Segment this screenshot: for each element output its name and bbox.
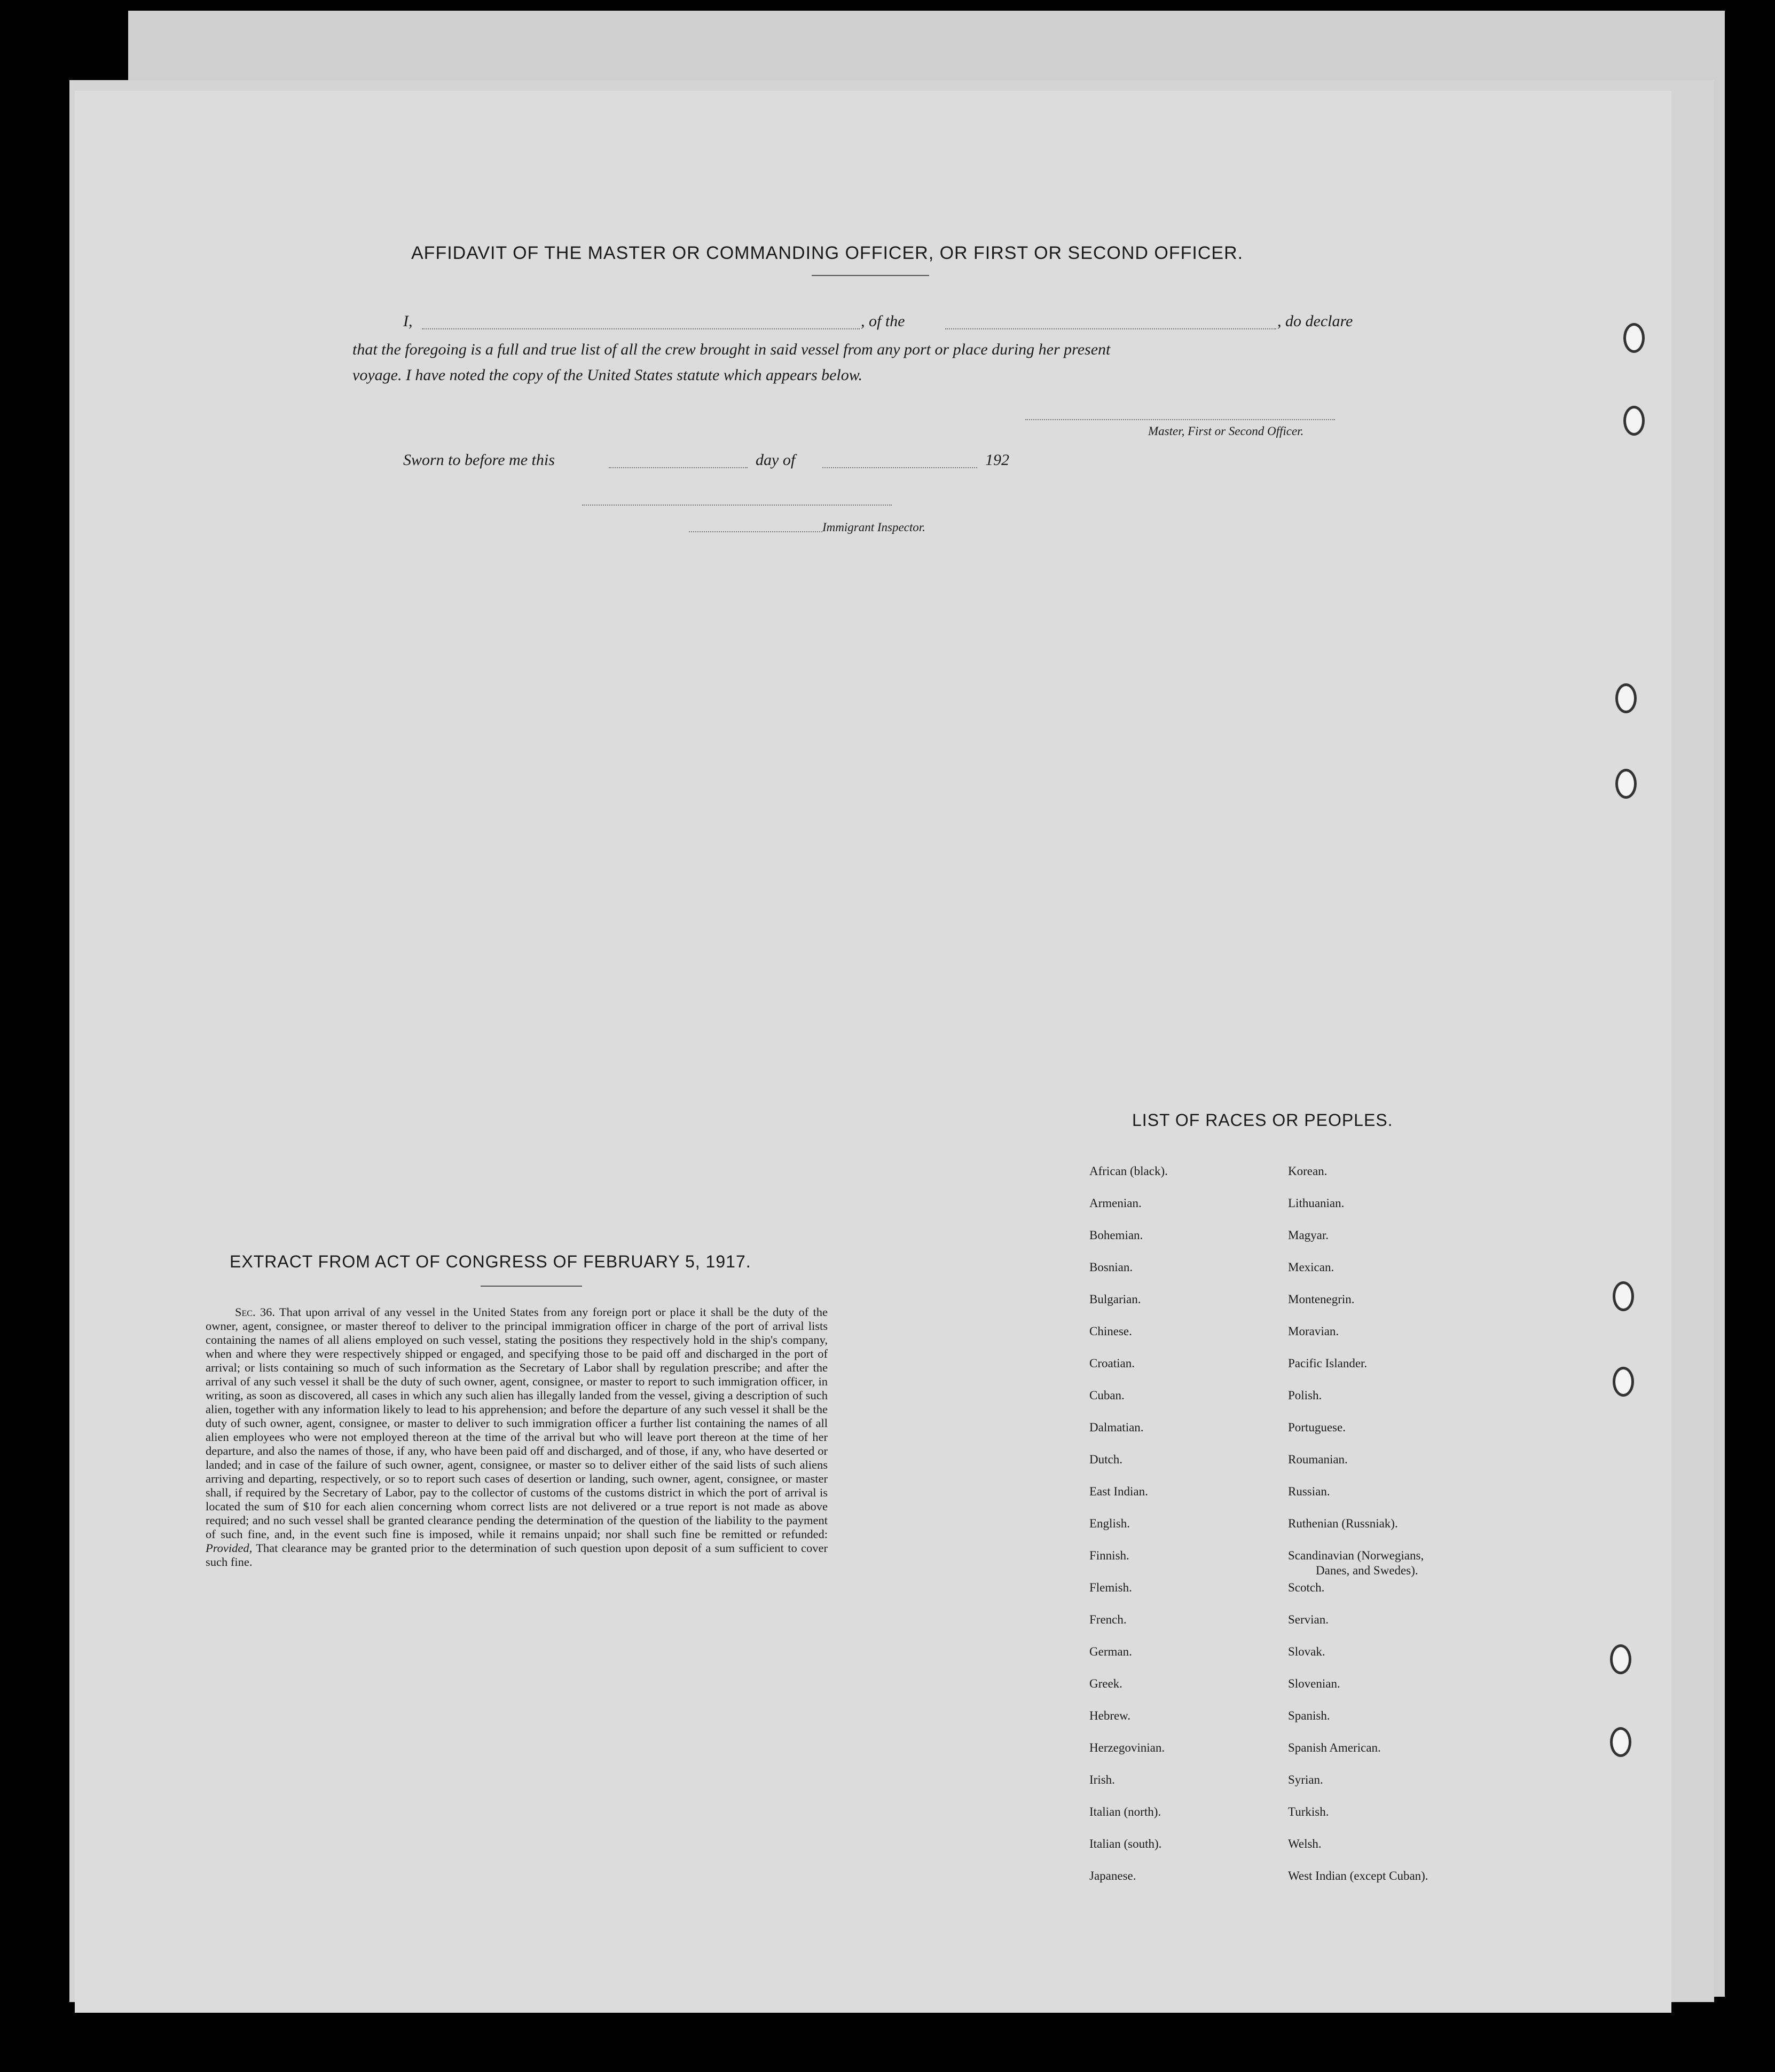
affidavit-line1-suffix: , do declare bbox=[1277, 312, 1353, 330]
race-item: Russian. bbox=[1288, 1485, 1330, 1498]
race-item-continuation: Danes, and Swedes). bbox=[1316, 1564, 1418, 1577]
race-item: Spanish American. bbox=[1288, 1741, 1381, 1754]
signature-label: Master, First or Second Officer. bbox=[1148, 424, 1304, 438]
signature-blank bbox=[1025, 419, 1335, 420]
punch-hole bbox=[1610, 1727, 1631, 1757]
race-item: Scotch. bbox=[1288, 1581, 1325, 1594]
race-item: East Indian. bbox=[1089, 1485, 1148, 1498]
extract-title-underline bbox=[481, 1286, 582, 1287]
race-item: Portuguese. bbox=[1288, 1421, 1346, 1434]
race-item: Herzegovinian. bbox=[1089, 1741, 1165, 1754]
race-item: Moravian. bbox=[1288, 1325, 1339, 1338]
inspector-signature-blank bbox=[582, 505, 892, 506]
race-item: Polish. bbox=[1288, 1389, 1322, 1402]
race-item: Korean. bbox=[1288, 1164, 1328, 1178]
race-item: Finnish. bbox=[1089, 1549, 1129, 1562]
race-item: Turkish. bbox=[1288, 1805, 1329, 1818]
race-item bbox=[1288, 1548, 1428, 1580]
race-item: Armenian. bbox=[1089, 1196, 1142, 1210]
inspector-blank bbox=[689, 531, 822, 532]
race-item: Slovak. bbox=[1288, 1645, 1325, 1658]
affidavit-line1-prefix: I, bbox=[403, 312, 413, 330]
month-blank bbox=[822, 467, 977, 468]
race-item: Irish. bbox=[1089, 1773, 1115, 1786]
races-right-column bbox=[1288, 1164, 1428, 1901]
race-item: Dalmatian. bbox=[1089, 1421, 1144, 1434]
punch-hole bbox=[1615, 683, 1637, 713]
race-item: English. bbox=[1089, 1517, 1130, 1530]
race-item: Bosnian. bbox=[1089, 1260, 1133, 1274]
punch-hole bbox=[1610, 1644, 1631, 1674]
race-item: Magyar. bbox=[1288, 1228, 1329, 1242]
race-item: Italian (south). bbox=[1089, 1837, 1162, 1850]
race-item: West Indian (except Cuban). bbox=[1288, 1869, 1428, 1882]
affidavit-title: AFFIDAVIT OF THE MASTER OR COMMANDING OFFICER, OR FIRST OR SECOND OFFICER. bbox=[411, 243, 1244, 263]
race-item: French. bbox=[1089, 1613, 1127, 1626]
day-blank bbox=[609, 467, 748, 468]
race-item: German. bbox=[1089, 1645, 1132, 1658]
race-item: Hebrew. bbox=[1089, 1709, 1131, 1722]
punch-hole bbox=[1615, 769, 1637, 799]
race-item-line: Scandinavian (Norwegians, bbox=[1288, 1549, 1424, 1562]
race-item: Cuban. bbox=[1089, 1389, 1125, 1402]
race-item: Roumanian. bbox=[1288, 1453, 1348, 1466]
sworn-year: 192 bbox=[985, 451, 1009, 469]
vessel-blank bbox=[945, 328, 1276, 329]
race-item: Japanese. bbox=[1089, 1869, 1136, 1882]
affidavit-line1-mid: , of the bbox=[861, 312, 905, 330]
race-item: Croatian. bbox=[1089, 1357, 1135, 1370]
sworn-mid: day of bbox=[756, 451, 796, 469]
extract-body bbox=[206, 1305, 828, 1569]
race-item: Bohemian. bbox=[1089, 1228, 1143, 1242]
race-item: Montenegrin. bbox=[1288, 1293, 1355, 1306]
race-item: Bulgarian. bbox=[1089, 1293, 1141, 1306]
race-item: African (black). bbox=[1089, 1164, 1168, 1178]
race-item: Servian. bbox=[1288, 1613, 1329, 1626]
provided-word: Provided, bbox=[206, 1541, 253, 1555]
race-item: Flemish. bbox=[1089, 1581, 1132, 1594]
races-left-column bbox=[1089, 1164, 1168, 1901]
affidavit-line3: voyage. I have noted the copy of the United States statute which appears below. bbox=[352, 366, 863, 384]
sworn-prefix: Sworn to before me this bbox=[403, 451, 555, 469]
name-blank bbox=[422, 328, 860, 329]
race-item: Spanish. bbox=[1288, 1709, 1330, 1722]
inspector-label: Immigrant Inspector. bbox=[822, 521, 925, 534]
race-item: Greek. bbox=[1089, 1677, 1122, 1690]
section-label: Sec. 36. bbox=[235, 1305, 275, 1319]
document-page bbox=[75, 91, 1671, 2013]
race-item: Syrian. bbox=[1288, 1773, 1323, 1786]
race-item: Chinese. bbox=[1089, 1325, 1132, 1338]
race-item: Mexican. bbox=[1288, 1260, 1334, 1274]
race-item: Lithuanian. bbox=[1288, 1196, 1345, 1210]
race-item: Dutch. bbox=[1089, 1453, 1122, 1466]
extract-text-part2: That clearance may be granted prior to the determination of such question upon deposit of a sum sufficient to cover such fine. bbox=[206, 1541, 828, 1569]
race-item: Welsh. bbox=[1288, 1837, 1322, 1850]
punch-hole bbox=[1613, 1367, 1634, 1397]
punch-hole bbox=[1623, 323, 1645, 353]
punch-hole bbox=[1613, 1281, 1634, 1311]
race-item: Italian (north). bbox=[1089, 1805, 1161, 1818]
race-item: Pacific Islander. bbox=[1288, 1357, 1368, 1370]
title-underline bbox=[812, 275, 929, 276]
race-item: Ruthenian (Russniak). bbox=[1288, 1517, 1398, 1530]
punch-hole bbox=[1623, 406, 1645, 436]
affidavit-line2: that the foregoing is a full and true list of all the crew brought in said vessel from any port or place during her present bbox=[352, 341, 1111, 358]
extract-text-part1: That upon arrival of any vessel in the United States from any foreign port or place it shall be the duty of the owner, agent, consignee, or master thereof to deliver to the principal immigration officer in charge of the port of arrival lists containing the names of all aliens employed on such vessel, stating the positions they respectively hold in the ship's company, when and where they were respectively shipped or engaged, and specifying those to be paid off and discharged in the port of arrival; or lists containing so much of such information as the Secretary of Labor shall by regulation prescribe; and after the arrival of any such vessel it shall be the duty of such owner, agent, consignee, or master to report to such immigration officer, in writing, as soon as discovered, all cases in which any such alien has illegally landed from the vessel, giving a description of such alien, together with any information likely to lead to his apprehension; and before the departure of any such vessel it shall be the duty of such owner, agent, consignee, or master to deliver to such immigration officer a further list containing the names of all alien employees who were not employed thereon at the time of the arrival but who will leave port thereon at the time of her departure, and also the names of those, if any, who have been paid off and discharged, and of those, if any, who have deserted or landed; and in case of the failure of such owner, agent, consignee, or master so to deliver either of the said lists of such aliens arriving and departing, respectively, or so to report such cases of desertion or landing, such owner, agent, consignee, or master shall, if required by the Secretary of Labor, pay to the collector of customs of the customs district in which the port of arrival is located the sum of $10 for each alien concerning whom correct lists are not delivered or a true report is not made as above required; and no such vessel shall be granted clearance pending the determination of the question of the liability to the payment of such fine, and, in the event such fine is imposed, while it remains unpaid; nor shall such fine be remitted or refunded: bbox=[206, 1305, 828, 1541]
extract-title: EXTRACT FROM ACT OF CONGRESS OF FEBRUARY 5, 1917. bbox=[230, 1252, 751, 1271]
races-title: LIST OF RACES OR PEOPLES. bbox=[1132, 1110, 1393, 1130]
race-item: Slovenian. bbox=[1288, 1677, 1340, 1690]
